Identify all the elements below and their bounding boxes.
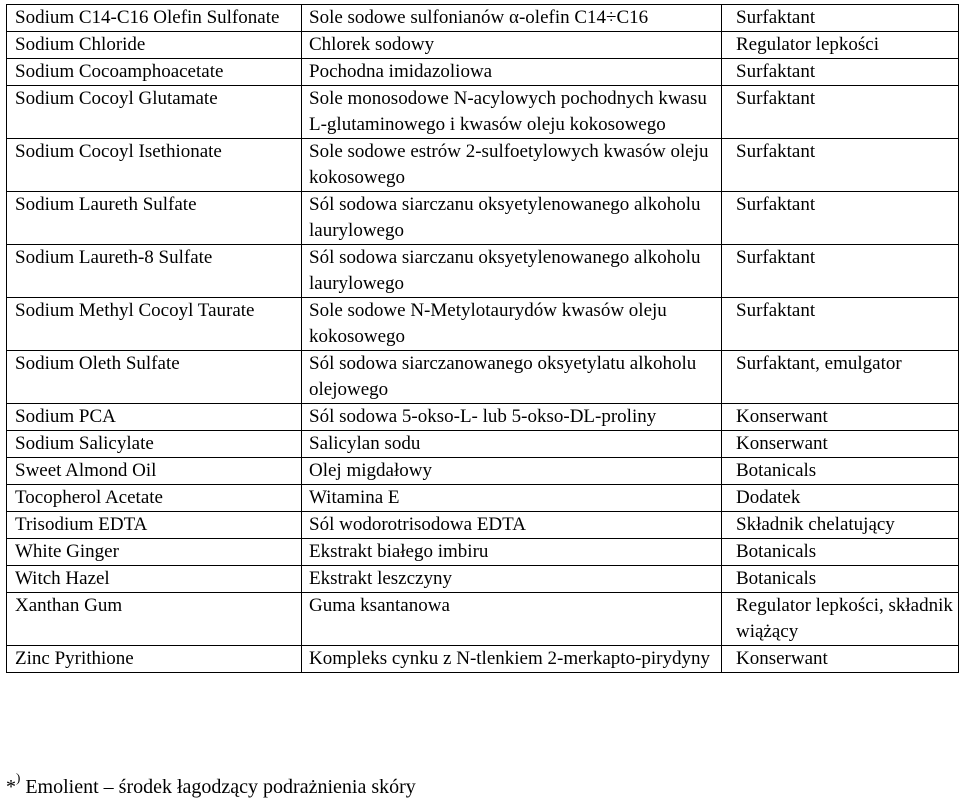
ingredient-function: Surfaktant (722, 139, 959, 192)
footnote-marker-superscript: ) (16, 770, 21, 786)
ingredient-polish-description: Sole sodowe N-Metylotaurydów kwasów oleju kokosowego (302, 298, 722, 351)
ingredient-function: Surfaktant, emulgator (722, 351, 959, 404)
ingredient-polish-description: Kompleks cynku z N-tlenkiem 2-merkapto-pirydyny (302, 646, 722, 673)
ingredient-polish-description: Salicylan sodu (302, 431, 722, 458)
ingredient-polish-description: Sól wodorotrisodowa EDTA (302, 512, 722, 539)
ingredient-inci-name: Trisodium EDTA (7, 512, 302, 539)
ingredient-function: Konserwant (722, 646, 959, 673)
ingredient-polish-description: Sól sodowa 5-okso-L- lub 5-okso-DL-proliny (302, 404, 722, 431)
ingredient-function: Regulator lepkości, składnik wiążący (722, 593, 959, 646)
ingredient-polish-description: Sole sodowe estrów 2-sulfoetylowych kwasów oleju kokosowego (302, 139, 722, 192)
ingredient-function: Surfaktant (722, 298, 959, 351)
ingredient-function: Składnik chelatujący (722, 512, 959, 539)
ingredient-inci-name: Zinc Pyrithione (7, 646, 302, 673)
ingredient-function: Botanicals (722, 539, 959, 566)
ingredient-function: Regulator lepkości (722, 32, 959, 59)
table-row (7, 431, 959, 458)
ingredient-function: Konserwant (722, 404, 959, 431)
table-row (7, 139, 959, 192)
ingredient-polish-description: Ekstrakt leszczyny (302, 566, 722, 593)
ingredient-inci-name: Tocopherol Acetate (7, 485, 302, 512)
ingredient-inci-name: White Ginger (7, 539, 302, 566)
ingredient-inci-name: Sodium Salicylate (7, 431, 302, 458)
ingredient-polish-description: Ekstrakt białego imbiru (302, 539, 722, 566)
ingredient-polish-description: Chlorek sodowy (302, 32, 722, 59)
ingredient-function: Dodatek (722, 485, 959, 512)
ingredient-inci-name: Witch Hazel (7, 566, 302, 593)
footnote-marker: * (6, 776, 16, 798)
ingredient-inci-name: Sodium PCA (7, 404, 302, 431)
table-row (7, 458, 959, 485)
ingredient-function: Konserwant (722, 431, 959, 458)
ingredients-table-body (7, 5, 959, 673)
ingredient-inci-name: Sodium Chloride (7, 32, 302, 59)
ingredient-function: Surfaktant (722, 59, 959, 86)
table-row (7, 86, 959, 139)
table-row (7, 59, 959, 86)
table-row (7, 192, 959, 245)
ingredient-polish-description: Sole sodowe sulfonianów α-olefin C14÷C16 (302, 5, 722, 32)
ingredient-function: Surfaktant (722, 245, 959, 298)
ingredient-inci-name: Sodium Cocoamphoacetate (7, 59, 302, 86)
ingredient-polish-description: Sole monosodowe N-acylowych pochodnych kwasu L-glutaminowego i kwasów oleju kokosowego (302, 86, 722, 139)
table-row (7, 404, 959, 431)
ingredient-polish-description: Pochodna imidazoliowa (302, 59, 722, 86)
table-row (7, 646, 959, 673)
table-row (7, 539, 959, 566)
ingredient-inci-name: Sodium Laureth-8 Sulfate (7, 245, 302, 298)
ingredient-inci-name: Sodium Cocoyl Glutamate (7, 86, 302, 139)
footnote (6, 770, 416, 800)
ingredient-polish-description: Olej migdałowy (302, 458, 722, 485)
table-row (7, 566, 959, 593)
ingredient-inci-name: Xanthan Gum (7, 593, 302, 646)
table-row (7, 351, 959, 404)
table-row (7, 245, 959, 298)
ingredient-polish-description: Guma ksantanowa (302, 593, 722, 646)
table-row (7, 32, 959, 59)
ingredient-function: Botanicals (722, 458, 959, 485)
ingredient-inci-name: Sodium Laureth Sulfate (7, 192, 302, 245)
table-row (7, 593, 959, 646)
ingredient-polish-description: Sól sodowa siarczanu oksyetylenowanego alkoholu laurylowego (302, 192, 722, 245)
ingredient-inci-name: Sodium Oleth Sulfate (7, 351, 302, 404)
ingredient-inci-name: Sweet Almond Oil (7, 458, 302, 485)
ingredients-table (6, 4, 959, 673)
ingredient-function: Botanicals (722, 566, 959, 593)
ingredient-polish-description: Sól sodowa siarczanowanego oksyetylatu alkoholu olejowego (302, 351, 722, 404)
ingredient-polish-description: Witamina E (302, 485, 722, 512)
ingredient-inci-name: Sodium Methyl Cocoyl Taurate (7, 298, 302, 351)
table-row (7, 485, 959, 512)
ingredient-inci-name: Sodium C14-C16 Olefin Sulfonate (7, 5, 302, 32)
table-row (7, 512, 959, 539)
ingredient-function: Surfaktant (722, 192, 959, 245)
footnote-text: Emolient – środek łagodzący podrażnienia skóry (25, 776, 416, 798)
ingredient-function: Surfaktant (722, 5, 959, 32)
table-row (7, 5, 959, 32)
table-row (7, 298, 959, 351)
ingredient-function: Surfaktant (722, 86, 959, 139)
ingredient-inci-name: Sodium Cocoyl Isethionate (7, 139, 302, 192)
ingredient-polish-description: Sól sodowa siarczanu oksyetylenowanego alkoholu laurylowego (302, 245, 722, 298)
